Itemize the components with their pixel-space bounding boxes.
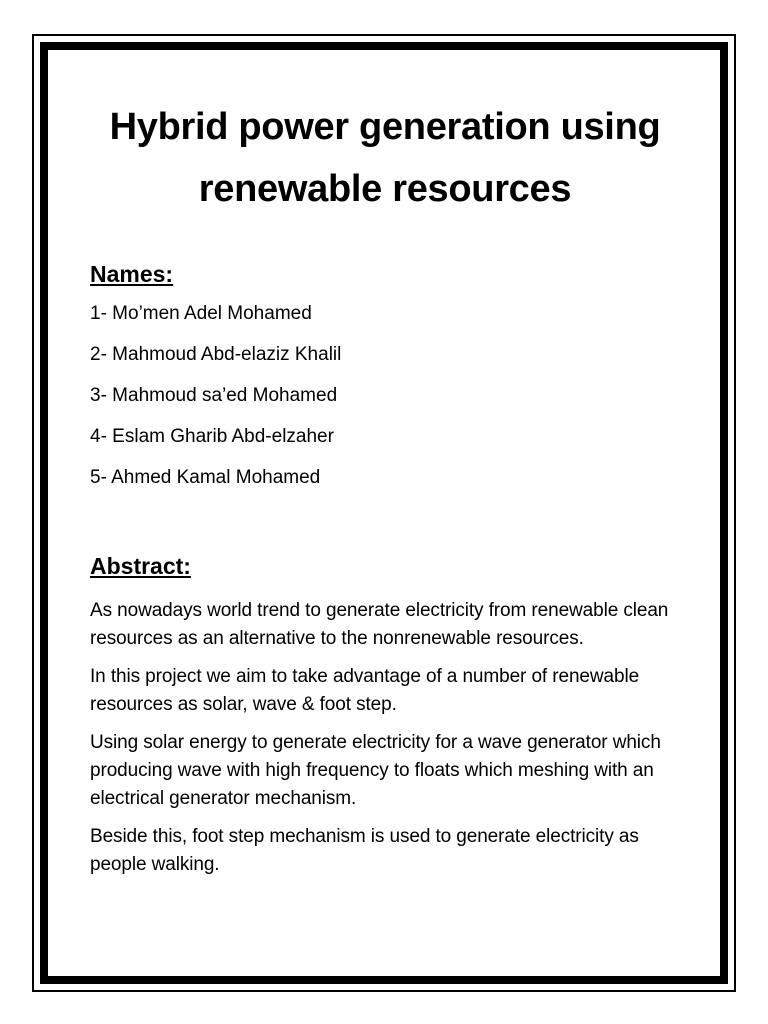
document-content — [90, 96, 680, 875]
name-item-4: 4- Eslam Gharib Abd-elzaher — [90, 426, 334, 447]
name-item-5: 5- Ahmed Kamal Mohamed — [90, 467, 321, 488]
abstract-paragraph-1: As nowadays world trend to generate electricity from renewable clean resources as an alternative to the nonrenewable resources. — [90, 600, 669, 649]
name-item-3: 3- Mahmoud sa’ed Mohamed — [90, 385, 338, 406]
abstract-paragraph-2: In this project we aim to take advantage of a number of renewable resources as solar, wave & foot step. — [90, 666, 640, 715]
abstract-heading: Abstract: — [90, 553, 191, 579]
document-title — [90, 96, 680, 220]
title-line-2: renewable resources — [198, 168, 572, 210]
abstract-paragraph-3: Using solar energy to generate electricity for a wave generator which producing wave with high frequency to floats which meshing with an electrical generator mechanism. — [90, 732, 661, 809]
title-line-1: Hybrid power generation using — [109, 106, 661, 148]
abstract-paragraph-4: Beside this, foot step mechanism is used to generate electricity as people walking. — [90, 826, 639, 875]
names-heading: Names: — [90, 261, 174, 287]
names-list — [90, 302, 341, 507]
name-item-1: 1- Mo’men Adel Mohamed — [90, 303, 312, 324]
abstract-body — [90, 597, 680, 889]
name-item-2: 2- Mahmoud Abd-elaziz Khalil — [90, 344, 342, 365]
